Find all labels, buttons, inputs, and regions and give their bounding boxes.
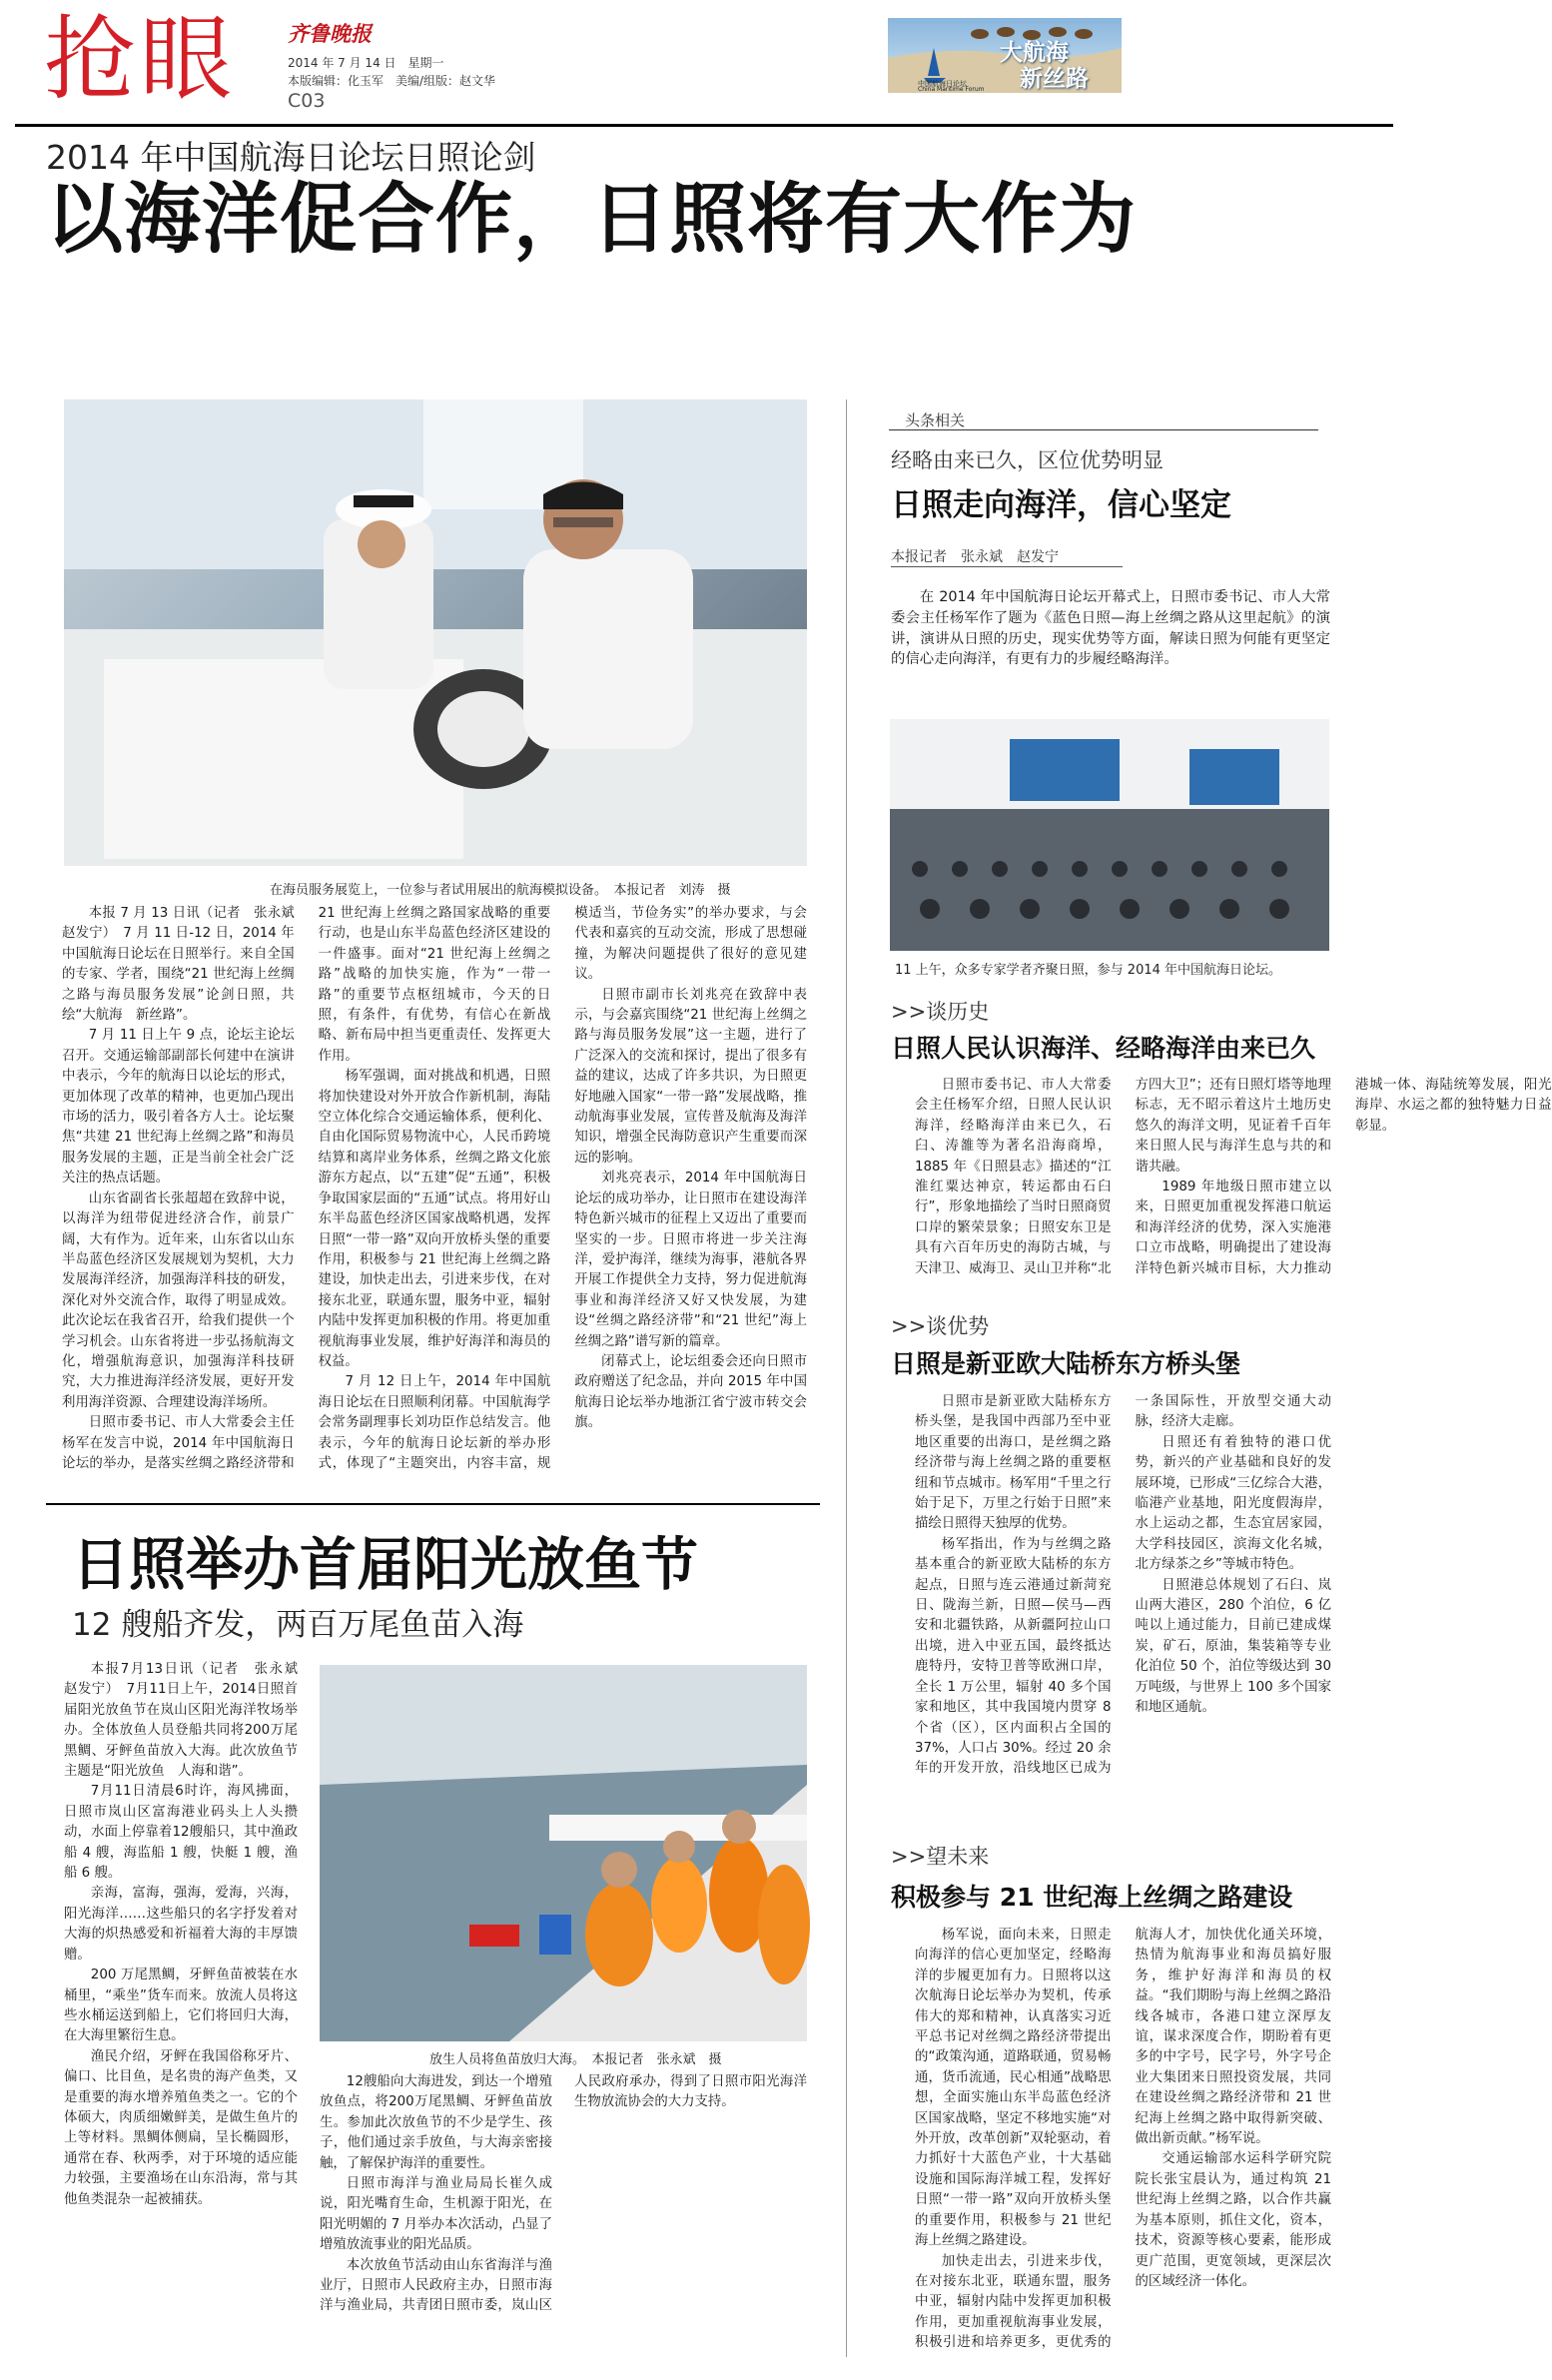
sidebar-photo bbox=[890, 719, 1329, 951]
sidebar-intro-text: 在 2014 年中国航海日论坛开幕式上，日照市委书记、市人大常委会主任杨军作了题为《蓝色日照—海上丝绸之路从这里起航》的演讲，演讲从日照的历史，现实优势等方面，解读日照为何能有更坚定的信心走向海洋，有更有力的步履经略海洋。 bbox=[891, 589, 1330, 668]
section-name: 抢眼 bbox=[44, 6, 237, 113]
lead-photo-caption: 在海员服务展览上，一位参与者试用展出的航海模拟设备。 本报记者 刘涛 摄 bbox=[270, 883, 731, 898]
future-paragraph: 加快走出去，引进来步伐，在对接东北亚，联通东盟，服务中亚，辐射内陆中发挥更加积极作用，更加重视航海事业发展，积极引进和培养更多，更优秀的航海人才，加快优化通关环境，热情为航海事业和海员搞好服务，维护好海洋和海员的权益。“我们期盼与海上丝绸之路沿线各城市，各港口建立深厚友谊，谋求深度合作，期盼着有更多的中字号，民字号，外字号企业大集团来日照投资发展，共同在建设丝绸之路经济带和 21 世纪海上丝绸之路中取得新突破、做出新贡献。”杨军说。 bbox=[915, 1928, 1331, 2351]
history-section-head: >>谈历史 bbox=[891, 1000, 990, 1024]
lead-paragraph: 7 月 12 日上午，2014 年中国航海日论坛在日照顺利闭幕。中国航海学会常务副理事长刘功臣作总结发言。他表示，今年的航海日论坛新的举办形式，体现了“主题突出，内容丰富，规模适当，节俭务实”的举办要求，与会代表和嘉宾的互动交流，形成了思想碰撞，为解决问题提供了很好的意见建议。 bbox=[318, 906, 807, 1471]
lead-headline: 以海洋促合作，日照将有大作为 bbox=[46, 176, 1137, 265]
forum-banner bbox=[888, 18, 1122, 93]
lead-paragraph: 闭幕式上，论坛组委会还向日照市政府赠送了纪念品，并向 2015 年中国航海日论坛举办地浙江省宁波市转交会旗。 bbox=[574, 1353, 807, 1431]
advantage-paragraph: 日照港总体规划了石臼、岚山两大港区，280 个泊位，6 亿吨以上通过能力，目前已建成煤炭，矿石，原油，集装箱等专业化泊位 50 个，泊位等级达到 30 万吨级，与世界上 100 多个国家和地区通航。 bbox=[1135, 1577, 1331, 1716]
editor-line: 本版编辑：化玉军 美编/组版：赵文华 bbox=[288, 74, 496, 88]
sidebar-headline: 日照走向海洋，信心坚定 bbox=[891, 487, 1231, 523]
banner-title-line-2: 新丝路 bbox=[1020, 66, 1089, 92]
history-paragraph: 1989 年地级日照市建立以来，日照更加重视发挥港口航运和海洋经济的优势，深入实施港口立市战略，明确提出了建设海洋特色新兴城市目标，大力推动港城一体、海陆统筹发展，阳光海岸、水运之都的独特魅力日益彰显。 bbox=[1135, 1078, 1552, 1276]
lead-paragraph: 7 月 11 日上午 9 点，论坛主论坛召开。交通运输部副部长何建中在演讲中表示，今年的航海日以论坛的形式，更加体现了改革的精神，也更加凸现出市场的活力，吸引着各方人士。论坛聚焦“共建 21 世纪海上丝绸之路”和海员服务发展的主题，正是当前全社会广泛关注的热点话题。 bbox=[62, 1028, 295, 1187]
lead-paragraph: 山东省副省长张超超在致辞中说，以海洋为纽带促进经济合作，前景广阔，大有作为。近年来，山东省以山东半岛蓝色经济区发展规划为契机，大力发展海洋经济，加强海洋科技的研发，深化对外交流合作，取得了明显成效。此次论坛在我省召开，给我们提供一个学习机会。山东省将进一步弘扬航海文化，增强航海意识，加强海洋科技研究，大力推进海洋经济发展，更好开发利用海洋资源、合理建设海洋场所。 bbox=[62, 1190, 295, 1410]
advantage-paragraph: 日照还有着独特的港口优势，新兴的产业基础和良好的发展环境，已形成“三亿综合大港，临港产业基地，阳光度假海岸，水上运动之都，生态宜居家园，大学科技园区，滨海文化名城，北方绿茶之乡”等城市特色。 bbox=[1135, 1434, 1331, 1573]
lead-bottom-rule bbox=[46, 1503, 820, 1505]
fish-paragraph: 日照市海洋与渔业局局长崔久成说，阳光嘴育生命，生机源于阳光，在阳光明媚的 7 月举办本次活动，凸显了增殖放流事业的阳光品质。 bbox=[320, 2176, 552, 2253]
lead-kicker: 2014 年中国航海日论坛日照论剑 bbox=[46, 138, 536, 177]
future-body bbox=[915, 1926, 1331, 2355]
sidebar-tag: 头条相关 bbox=[905, 411, 966, 429]
history-body bbox=[915, 1076, 1552, 1299]
advantage-body bbox=[915, 1392, 1331, 1820]
lead-paragraph: 杨军强调，面对挑战和机遇，日照将加快建设对外开放合作新机制，海陆空立体化综合交通运输体系，便利化、自由化国际贸易物流中心，人民币跨境结算和离岸业务体系，丝绸之路文化旅游东方起点，以“五建”促“五通”，积极争取国家层面的“五通”试点。将用好山东半岛蓝色经济区国家战略机遇，发挥日照“一带一路”双向开放桥头堡的重要作用，积极参与 21 世纪海上丝绸之路建设，加快走出去，引进来步伐，在对接东北亚，联通东盟，服务中亚，辐射内陆中发挥更加积极的作用。将更加重视航海事业发展，维护好海洋和海员的权益。 bbox=[318, 1069, 551, 1369]
future-section-title: 积极参与 21 世纪海上丝绸之路建设 bbox=[891, 1883, 1293, 1912]
fish-paragraph: 200 万尾黑鲷，牙鲆鱼苗被装在水桶里，“乘坐”货车而来。放流人员将这些水桶运送到船上，它们将回归大海，在大海里繁衍生息。 bbox=[64, 1968, 298, 2044]
future-paragraph: 杨军说，面向未来，日照走向海洋的信心更加坚定，经略海洋的步履更加有力。日照将以这次航海日论坛举办为契机，传承伟大的郑和精神，认真落实习近平总书记对丝绸之路经济带提出的“政策沟通，道路联通，贸易畅通，货币流通，民心相通”战略思想，全面实施山东半岛蓝色经济区国家战略，坚定不移地实施“对外开放，改革创新”双轮驱动，着力抓好十大蓝色产业，十大基础设施和国际海洋城工程，发挥好日照“一带一路”双向开放桥头堡的重要作用，积极参与 21 世纪海上丝绸之路建设。 bbox=[915, 1928, 1112, 2249]
fish-paragraph: 本报7月13日讯（记者 张永斌 赵发宁） 7月11日上午，2014日照首届阳光放鱼节在岚山区阳光海洋牧场举办。全体放鱼人员登船共同将200万尾黑鲷、牙鲆鱼苗放入大海。此次放鱼节主题是“阳光放鱼 人海和谐”。 bbox=[64, 1662, 312, 1780]
future-section-head: >>望未来 bbox=[891, 1845, 990, 1869]
lead-paragraph: 本报 7 月 13 日讯（记者 张永斌 赵发宁） 7 月 11 日-12 日，2014 年中国航海日论坛在日照举行。来自全国的专家、学者，围绕“21 世纪海上丝绸之路与海员服务发展”论剑日照，共绘“大航海 新丝路”。 bbox=[62, 906, 309, 1024]
banner-sub-cn: 中国航海日论坛 bbox=[918, 80, 967, 88]
banner-title-line-1: 大航海 bbox=[1000, 40, 1069, 66]
column-divider bbox=[846, 399, 847, 2357]
paper-logo: 齐鲁晚报 bbox=[288, 21, 372, 46]
lead-paragraph: 日照市委书记、市人大常委会主任杨军在发言中说，2014 年中国航海日论坛的举办，是落实丝绸之路经济带和 21 世纪海上丝绸之路国家战略的重要行动，也是山东半岛蓝色经济区建设的一件盛事。面对“21 世纪海上丝绸之路”战略的加快实施，作为“一带一路”的重要节点枢纽城市，今天的日照，有条件，有优势，有信心在新战略、新布局中担当更重责任、发挥更大作用。 bbox=[62, 906, 551, 1471]
sidebar-byline: 本报记者 张永斌 赵发宁 bbox=[891, 549, 1059, 565]
fish-paragraph: 渔民介绍，牙鲆在我国俗称牙片、偏口、比目鱼，是名贵的海产鱼类，又是重要的海水增养殖鱼类之一。它的个体硕大，肉质细嫩鲜美，是做生鱼片的上等材料。黑鲷体侧扁，呈长椭圆形，通常在春、秋两季，对于环境的适应能力较强，主要渔场在山东沿海，常与其他鱼类混杂一起被捕获。 bbox=[64, 2048, 298, 2207]
date-line: 2014 年 7 月 14 日 星期一 bbox=[288, 56, 444, 70]
fish-paragraph: 12艘船向大海进发，到达一个增殖放鱼点，将200万尾黑鲷、牙鲆鱼苗放生。参加此次放鱼节的不少是学生、孩子，他们通过亲手放鱼，与大海亲密接触，了解保护海洋的重要性。 bbox=[320, 2074, 552, 2171]
banner-sub-en: China Maritime Forum bbox=[918, 86, 985, 93]
lead-paragraph: 刘兆亮表示，2014 年中国航海日论坛的成功举办，让日照市在建设海洋特色新兴城市的征程上又迈出了重要而坚实的一步。日照市将进一步关注海洋，爱护海洋，继续为海事，港航各界开展工作提供全力支持，努力促进航海事业和海洋经济又好又快发展，为建设“丝绸之路经济带”和“21 世纪”海上丝绸之路”谱写新的篇章。 bbox=[574, 1171, 807, 1349]
history-section-title: 日照人民认识海洋、经略海洋由来已久 bbox=[891, 1034, 1316, 1063]
banner-title bbox=[1000, 40, 1089, 92]
sidebar-photo-caption: 11 上午，众多专家学者齐聚日照，参与 2014 年中国航海日论坛。 bbox=[895, 963, 1282, 978]
fish-headline: 日照举办首届阳光放鱼节 bbox=[72, 1532, 698, 1598]
future-paragraph: 交通运输部水运科学研究院院长张宝晨认为，通过构筑 21 世纪海上丝绸之路，以合作共赢为基本原则，抓住文化，资本，技术，资源等核心要素，能形成更广范围，更宽领域，更深层次的区域经济一体化。 bbox=[1135, 2151, 1331, 2289]
fish-paragraph: 7月11日清晨6时许，海风拂面，日照市岚山区富海港业码头上人头攒动，水面上停靠着12艘船只，其中渔政船 4 艘，海监船 1 艘，快艇 1 艘，渔船 6 艘。 bbox=[64, 1784, 298, 1882]
page-code: C03 bbox=[288, 90, 326, 112]
lead-body bbox=[62, 904, 807, 1491]
fish-photo-caption: 放生人员将鱼苗放归大海。 本报记者 张永斌 摄 bbox=[429, 2052, 722, 2067]
sidebar-intro bbox=[891, 587, 1330, 711]
lead-photo bbox=[64, 399, 807, 866]
fish-body-column-1 bbox=[64, 1660, 312, 2354]
sidebar-tag-rule bbox=[889, 429, 1318, 430]
fish-paragraph: 本次放鱼节活动由山东省海洋与渔业厅，日照市人民政府主办，日照市海洋与渔业局，共青团日照市委，岚山区人民政府承办，得到了日照市阳光海洋生物放流协会的大力支持。 bbox=[320, 2074, 807, 2314]
sidebar-kicker: 经略由来已久，区位优势明显 bbox=[891, 448, 1164, 472]
history-paragraph: 日照市委书记、市人大常委会主任杨军介绍，日照人民认识海洋，经略海洋由来已久，石臼、涛雒等为著名沿海商埠，1885 年《日照县志》描述的“江淮红粟达神京，转运都由石臼行”，形象地描绘了当时日照商贸口岸的繁荣景象；日照安东卫是具有六百年历史的海防古城，与天津卫、威海卫、灵山卫并称“北方四大卫”；还有日照灯塔等地理标志，无不昭示着这片土地历史悠久的海洋文明，见证着千百年来日照人民与海洋生息与共的和谐共融。 bbox=[915, 1078, 1331, 1276]
fish-photo bbox=[320, 1665, 807, 2041]
advantage-paragraph: 杨军指出，作为与丝绸之路基本重合的新亚欧大陆桥的东方起点，日照与连云港通过新菏兖日、陇海兰新，日照—侯马—西安和北疆铁路，从新疆阿拉山口出境，进入中亚五国，最终抵达鹿特丹，安特卫普等欧洲口岸，全长 1 万公里，辐射 40 多个国家和地区，其中我国境内贯穿 8 个省（区），区内面积占全国的 37%，人口占 30%。经过 20 余年的开发开放，沿线地区已成为一条国际性，开放型交通大动脉，经济大走廊。 bbox=[915, 1394, 1331, 1777]
fish-paragraph: 亲海，富海，强海，爱海，兴海，阳光海洋……这些船只的名字抒发着对大海的炽热感爱和祈福着大海的丰厚馈赠。 bbox=[64, 1886, 298, 1963]
advantage-section-head: >>谈优势 bbox=[891, 1314, 990, 1338]
sidebar-byline-rule bbox=[891, 566, 1123, 567]
fish-body-columns-2-3 bbox=[320, 2072, 807, 2354]
fish-subhead: 12 艘船齐发，两百万尾鱼苗入海 bbox=[72, 1607, 524, 1643]
advantage-paragraph: 日照市是新亚欧大陆桥东方桥头堡，是我国中西部乃至中亚地区重要的出海口，是丝绸之路经济带与海上丝绸之路的重要枢纽和节点城市。杨军用“千里之行始于足下，万里之行始于日照”来描绘日照得天独厚的优势。 bbox=[915, 1394, 1112, 1532]
lead-paragraph: 日照市副市长刘兆亮在致辞中表示，与会嘉宾围绕“21 世纪海上丝绸之路与海员服务发展”这一主题，进行了广泛深入的交流和探讨，提出了很多有益的建议，达成了许多共识，为日照更好地融入国家“一带一路”发展战略，推动航海事业发展，宣传普及航海及海洋知识，增强全民海防意识产生重要而深远的影响。 bbox=[574, 987, 807, 1166]
advantage-section-title: 日照是新亚欧大陆桥东方桥头堡 bbox=[891, 1349, 1241, 1378]
masthead-rule bbox=[15, 124, 1393, 127]
